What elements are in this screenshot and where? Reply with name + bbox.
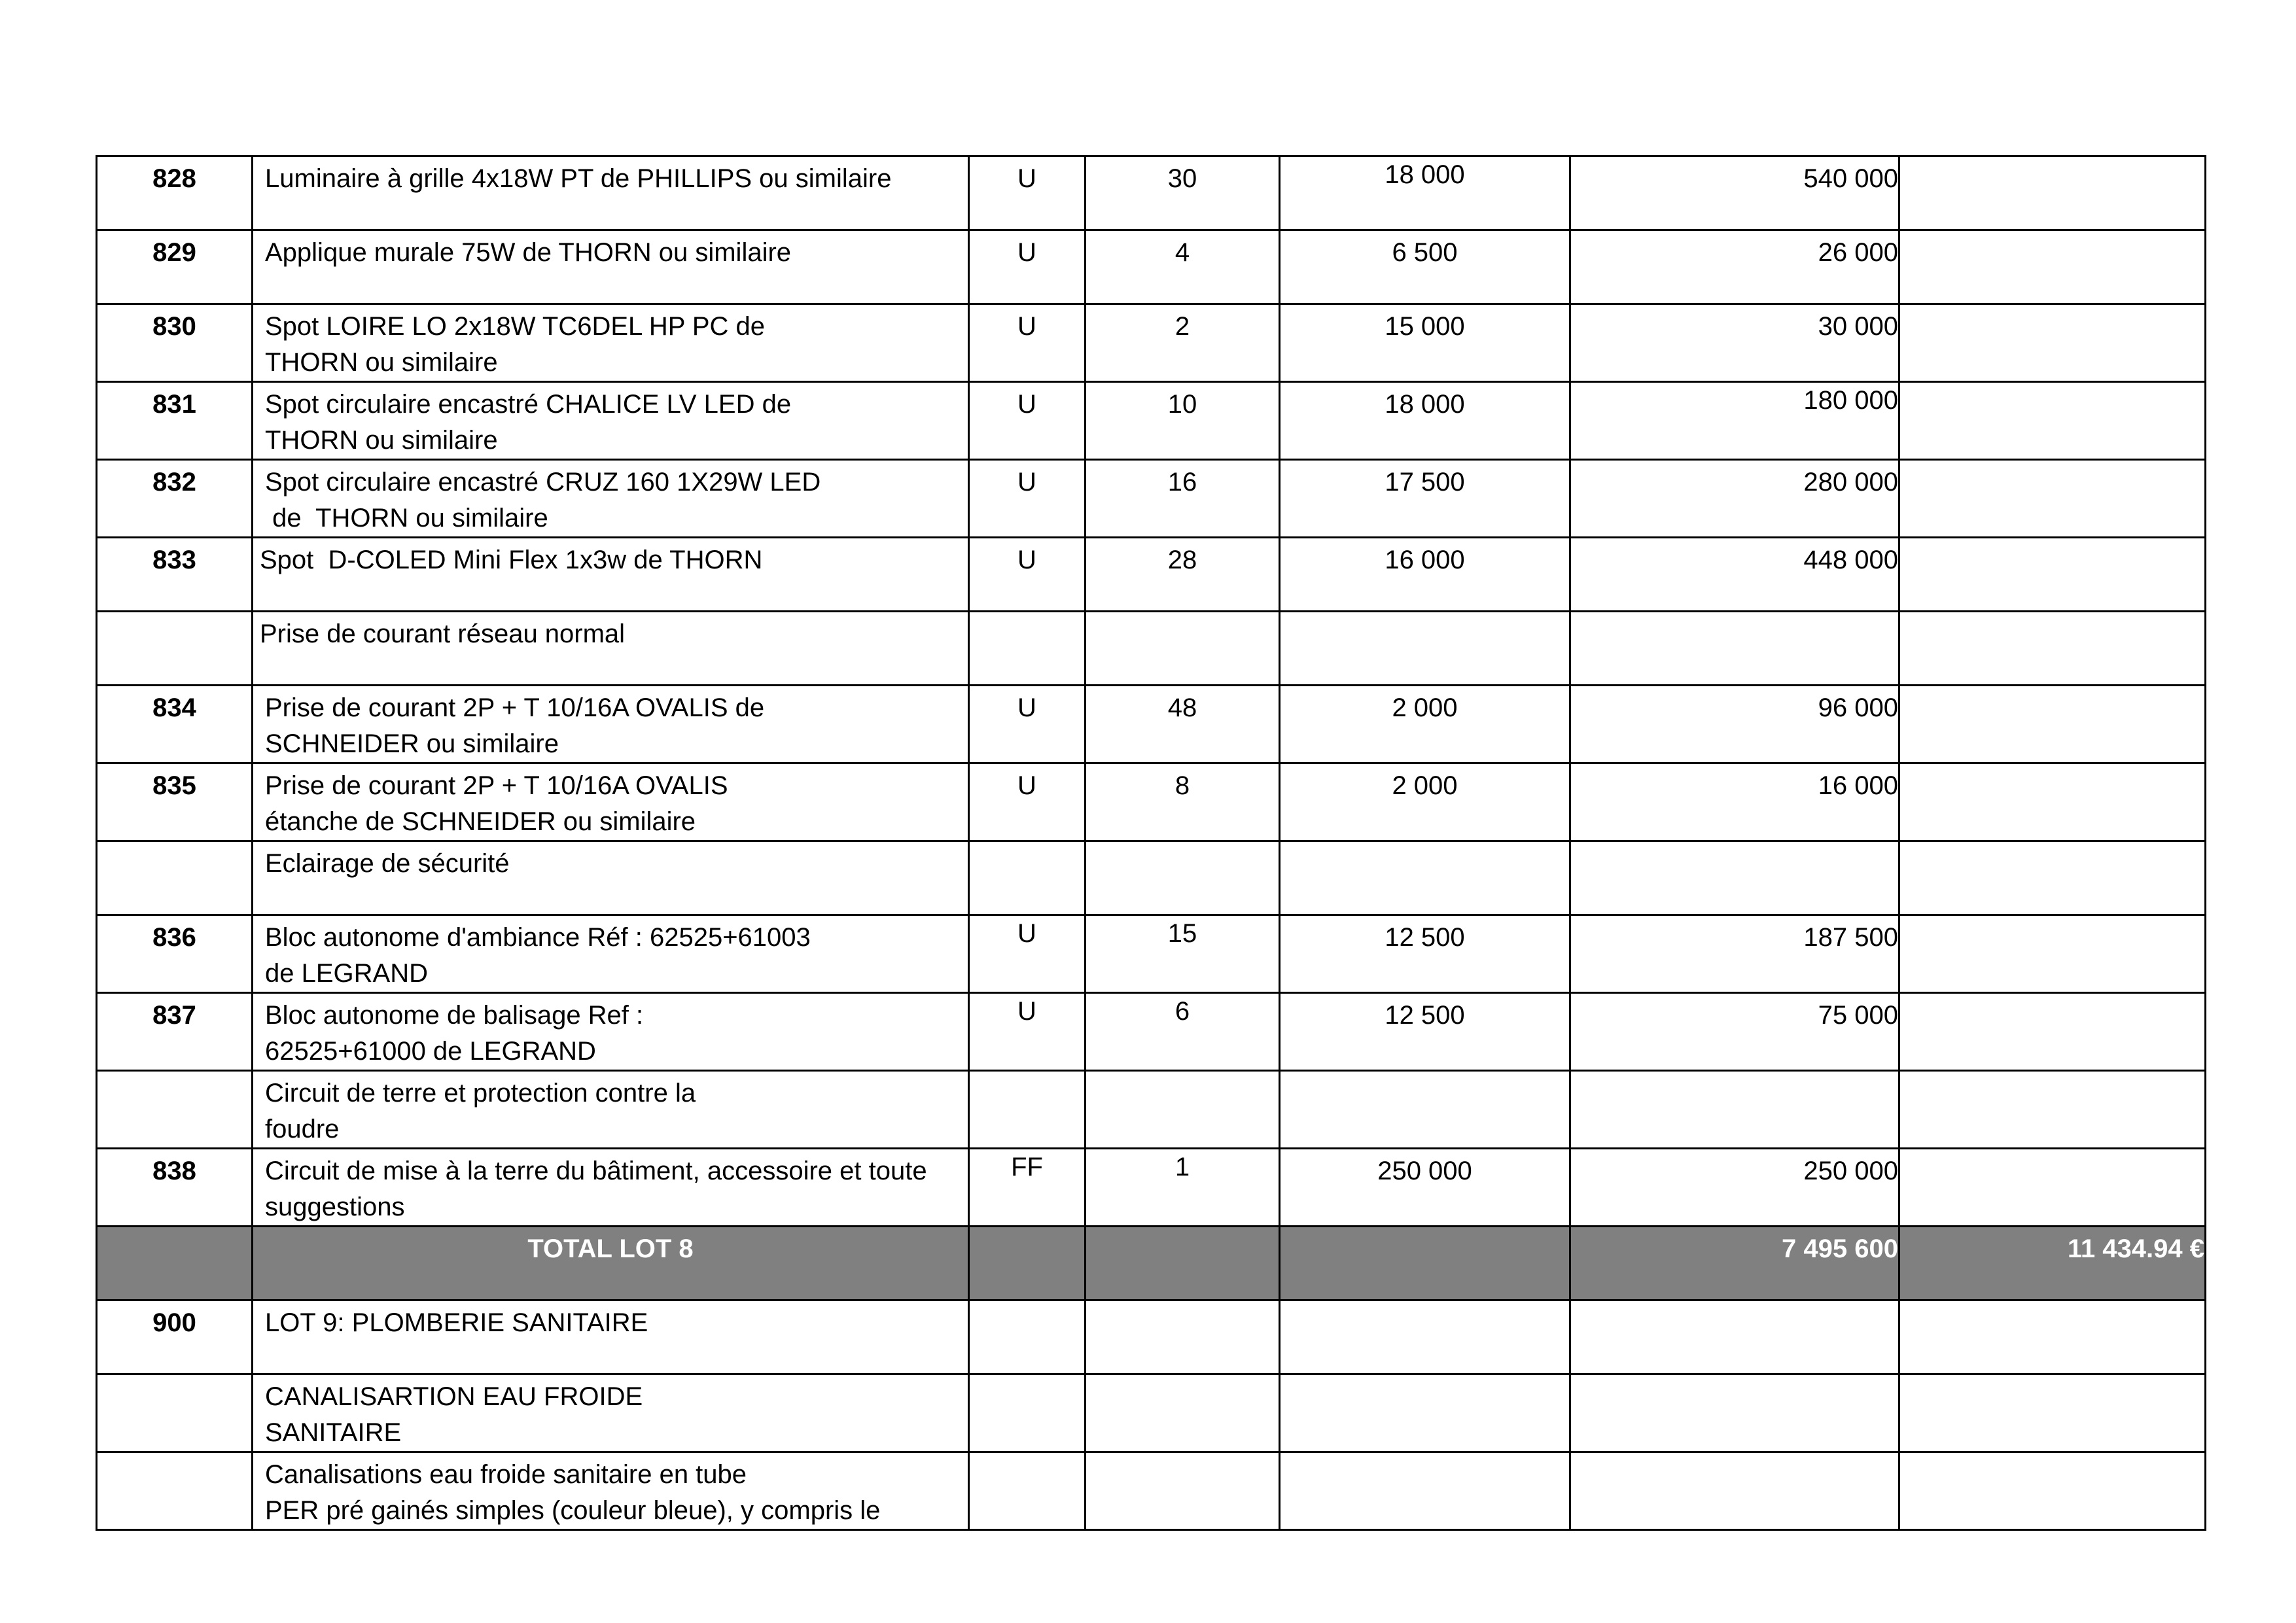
item-number: 837: [97, 993, 253, 1071]
item-unit-price: 250 000: [1280, 1149, 1570, 1227]
item-number: 831: [97, 382, 253, 460]
item-extra: [1899, 1149, 2206, 1227]
item-unit-price: [1280, 1452, 1570, 1530]
item-unit: U: [969, 915, 1086, 993]
item-unit: [969, 612, 1086, 686]
item-unit-price: [1280, 612, 1570, 686]
section-heading: Prise de courant réseau normal: [253, 612, 969, 686]
item-unit: [969, 841, 1086, 915]
total-empty-cell: [1086, 1227, 1280, 1300]
item-quantity: 8: [1086, 763, 1280, 841]
quote-table: [96, 155, 2206, 1531]
item-unit-price: 17 500: [1280, 460, 1570, 538]
item-unit-price: 15 000: [1280, 304, 1570, 382]
item-number: 834: [97, 686, 253, 763]
item-extra: [1899, 230, 2206, 304]
item-quantity: 2: [1086, 304, 1280, 382]
item-amount: 16 000: [1570, 763, 1899, 841]
item-unit: U: [969, 763, 1086, 841]
item-quantity: [1086, 1071, 1280, 1149]
section-heading: Circuit de terre et protection contre la foudre: [253, 1071, 969, 1149]
total-empty-cell: [969, 1227, 1086, 1300]
item-amount: 75 000: [1570, 993, 1899, 1071]
total-empty-cell: [1280, 1227, 1570, 1300]
section-heading: CANALISARTION EAU FROIDE SANITAIRE: [253, 1374, 969, 1452]
table-row: [97, 1149, 2206, 1227]
item-amount: 96 000: [1570, 686, 1899, 763]
total-amount: 7 495 600: [1570, 1227, 1899, 1300]
item-extra: [1899, 538, 2206, 612]
item-number: 829: [97, 230, 253, 304]
item-number: 828: [97, 156, 253, 230]
item-number: [97, 841, 253, 915]
item-amount: [1570, 1300, 1899, 1374]
table-row: [97, 915, 2206, 993]
item-number: [97, 612, 253, 686]
item-amount: 30 000: [1570, 304, 1899, 382]
item-unit-price: 18 000: [1280, 156, 1570, 230]
item-amount: 448 000: [1570, 538, 1899, 612]
table-row: [97, 993, 2206, 1071]
item-quantity: 30: [1086, 156, 1280, 230]
item-extra: [1899, 156, 2206, 230]
item-description: Bloc autonome d'ambiance Réf : 62525+61003 de LEGRAND: [253, 915, 969, 993]
item-unit-price: [1280, 1374, 1570, 1452]
item-amount: [1570, 1071, 1899, 1149]
item-unit: [969, 1300, 1086, 1374]
item-quantity: 1: [1086, 1149, 1280, 1227]
item-amount: 26 000: [1570, 230, 1899, 304]
item-unit: U: [969, 686, 1086, 763]
item-unit: U: [969, 993, 1086, 1071]
item-number: 833: [97, 538, 253, 612]
item-description: Luminaire à grille 4x18W PT de PHILLIPS ou similaire: [253, 156, 969, 230]
item-unit-price: 12 500: [1280, 993, 1570, 1071]
item-quantity: 6: [1086, 993, 1280, 1071]
item-extra: [1899, 382, 2206, 460]
item-quantity: [1086, 841, 1280, 915]
table-row: [97, 1452, 2206, 1530]
item-extra: [1899, 1452, 2206, 1530]
section-heading: Eclairage de sécurité: [253, 841, 969, 915]
table-row: [97, 382, 2206, 460]
item-number: 832: [97, 460, 253, 538]
item-quantity: 4: [1086, 230, 1280, 304]
item-extra: [1899, 460, 2206, 538]
item-unit: U: [969, 230, 1086, 304]
item-description: Prise de courant 2P + T 10/16A OVALIS étanche de SCHNEIDER ou similaire: [253, 763, 969, 841]
item-description: Spot D-COLED Mini Flex 1x3w de THORN: [253, 538, 969, 612]
item-amount: [1570, 1452, 1899, 1530]
item-unit: U: [969, 304, 1086, 382]
item-number: [97, 1452, 253, 1530]
item-unit: [969, 1071, 1086, 1149]
item-quantity: [1086, 1452, 1280, 1530]
item-extra: [1899, 1374, 2206, 1452]
item-number: [97, 1374, 253, 1452]
item-unit-price: 2 000: [1280, 763, 1570, 841]
item-extra: [1899, 841, 2206, 915]
table-row: [97, 230, 2206, 304]
item-quantity: 48: [1086, 686, 1280, 763]
item-description: Canalisations eau froide sanitaire en tube PER pré gainés simples (couleur bleue), y compris le: [253, 1452, 969, 1530]
total-label: TOTAL LOT 8: [253, 1227, 969, 1300]
table-row: [97, 686, 2206, 763]
item-unit-price: 18 000: [1280, 382, 1570, 460]
item-unit: [969, 1374, 1086, 1452]
item-amount: [1570, 1374, 1899, 1452]
item-description: Spot circulaire encastré CRUZ 160 1X29W LED de THORN ou similaire: [253, 460, 969, 538]
item-unit: [969, 1452, 1086, 1530]
item-unit-price: [1280, 841, 1570, 915]
item-extra: [1899, 915, 2206, 993]
item-description: Spot LOIRE LO 2x18W TC6DEL HP PC de THORN ou similaire: [253, 304, 969, 382]
item-quantity: [1086, 1374, 1280, 1452]
item-unit: U: [969, 156, 1086, 230]
table-row: [97, 612, 2206, 686]
item-amount: 180 000: [1570, 382, 1899, 460]
item-description: Circuit de mise à la terre du bâtiment, accessoire et toute suggestions: [253, 1149, 969, 1227]
item-quantity: [1086, 612, 1280, 686]
item-unit-price: 2 000: [1280, 686, 1570, 763]
item-unit: U: [969, 460, 1086, 538]
table-row: [97, 304, 2206, 382]
item-amount: 280 000: [1570, 460, 1899, 538]
item-unit-price: 6 500: [1280, 230, 1570, 304]
item-amount: 250 000: [1570, 1149, 1899, 1227]
lot-heading: LOT 9: PLOMBERIE SANITAIRE: [253, 1300, 969, 1374]
item-extra: [1899, 304, 2206, 382]
item-number: 835: [97, 763, 253, 841]
item-number: 838: [97, 1149, 253, 1227]
item-unit: U: [969, 382, 1086, 460]
item-quantity: 28: [1086, 538, 1280, 612]
item-amount: [1570, 612, 1899, 686]
item-extra: [1899, 1071, 2206, 1149]
item-number: 836: [97, 915, 253, 993]
item-number: [97, 1071, 253, 1149]
item-amount: 187 500: [1570, 915, 1899, 993]
item-number: 900: [97, 1300, 253, 1374]
item-unit: FF: [969, 1149, 1086, 1227]
item-extra: [1899, 686, 2206, 763]
table-row: [97, 763, 2206, 841]
item-quantity: 16: [1086, 460, 1280, 538]
table-row: [97, 1374, 2206, 1452]
table-row: [97, 1300, 2206, 1374]
table-row: [97, 841, 2206, 915]
item-unit-price: [1280, 1071, 1570, 1149]
item-quantity: 10: [1086, 382, 1280, 460]
item-unit-price: 12 500: [1280, 915, 1570, 993]
table-row: [97, 538, 2206, 612]
total-empty-cell: [97, 1227, 253, 1300]
item-extra: [1899, 993, 2206, 1071]
item-unit-price: [1280, 1300, 1570, 1374]
item-quantity: [1086, 1300, 1280, 1374]
item-number: 830: [97, 304, 253, 382]
item-amount: [1570, 841, 1899, 915]
table-row: [97, 460, 2206, 538]
item-unit-price: 16 000: [1280, 538, 1570, 612]
item-description: Applique murale 75W de THORN ou similaire: [253, 230, 969, 304]
item-extra: [1899, 763, 2206, 841]
item-extra: [1899, 1300, 2206, 1374]
item-description: Spot circulaire encastré CHALICE LV LED de THORN ou similaire: [253, 382, 969, 460]
item-description: Prise de courant 2P + T 10/16A OVALIS de SCHNEIDER ou similaire: [253, 686, 969, 763]
item-unit: U: [969, 538, 1086, 612]
item-quantity: 15: [1086, 915, 1280, 993]
total-row: [97, 1227, 2206, 1300]
item-extra: [1899, 612, 2206, 686]
table-row: [97, 156, 2206, 230]
total-amount-euro: 11 434.94 €: [1899, 1227, 2206, 1300]
item-description: Bloc autonome de balisage Ref : 62525+61000 de LEGRAND: [253, 993, 969, 1071]
table-row: [97, 1071, 2206, 1149]
item-amount: 540 000: [1570, 156, 1899, 230]
